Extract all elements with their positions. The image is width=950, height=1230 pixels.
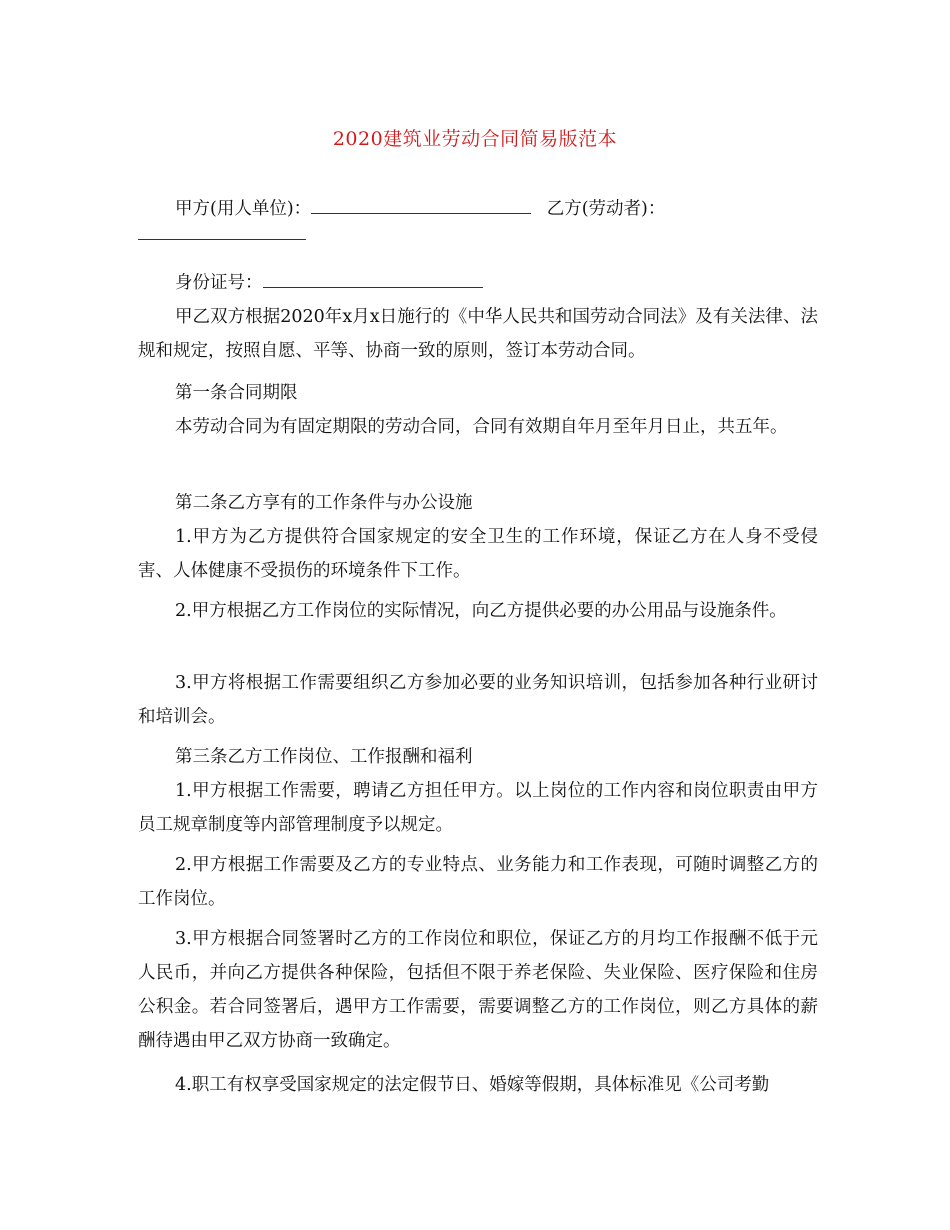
party-a-blank bbox=[311, 197, 531, 214]
paragraph: 4.职工有权享受国家规定的法定假节日、婚嫁等假期，具体标准见《公司考勤 bbox=[175, 1075, 770, 1095]
id-label: 身份证号： bbox=[175, 273, 263, 293]
paragraph: 3.甲方根据合同签署时乙方的工作岗位和职位，保证乙方的月均工作报酬不低于元人民币，并向乙方提供各种保险，包括但不限于养老保险、失业保险、医疗保险和住房公积金。若合同签署后，遇甲方工作需要，需要调整乙方的工作岗位，则乙方具体的薪酬待遇由甲乙双方协商一致确定。 bbox=[138, 929, 818, 1051]
paragraph: 1.甲方根据工作需要，聘请乙方担任甲方。以上岗位的工作内容和岗位职责由甲方员工规章制度等内部管理制度予以规定。 bbox=[138, 781, 818, 835]
paragraph: 本劳动合同为有固定期限的劳动合同，合同有效期自年月至年月日止，共五年。 bbox=[175, 417, 788, 437]
party-b-blank bbox=[138, 239, 306, 240]
document-title: 2020建筑业劳动合同简易版范本 bbox=[332, 128, 618, 150]
party-a-label: 甲方(用人单位)： bbox=[175, 199, 312, 219]
paragraph: 3.甲方将根据工作需要组织乙方参加必要的业务知识培训，包括参加各种行业研讨和培训会。 bbox=[138, 673, 818, 727]
party-b-label: 乙方(劳动者)： bbox=[546, 199, 666, 219]
id-line bbox=[138, 266, 818, 300]
id-blank bbox=[263, 271, 483, 288]
paragraph: 甲乙双方根据2020年x月x日施行的《中华人民共和国劳动合同法》及有关法律、法规和规定，按照自愿、平等、协商一致的原则，签订本劳动合同。 bbox=[138, 307, 818, 361]
section-heading: 第一条合同期限 bbox=[175, 383, 298, 403]
section-heading: 第二条乙方享有的工作条件与办公设施 bbox=[175, 493, 473, 513]
paragraph: 2.甲方根据乙方工作岗位的实际情况，向乙方提供必要的办公用品与设施条件。 bbox=[175, 601, 787, 621]
party-line bbox=[138, 192, 818, 226]
paragraph: 2.甲方根据工作需要及乙方的专业特点、业务能力和工作表现，可随时调整乙方的工作岗位。 bbox=[138, 855, 818, 909]
paragraph: 1.甲方为乙方提供符合国家规定的安全卫生的工作环境，保证乙方在人身不受侵害、人体健康不受损伤的环境条件下工作。 bbox=[138, 527, 818, 581]
section-heading: 第三条乙方工作岗位、工作报酬和福利 bbox=[175, 747, 473, 767]
